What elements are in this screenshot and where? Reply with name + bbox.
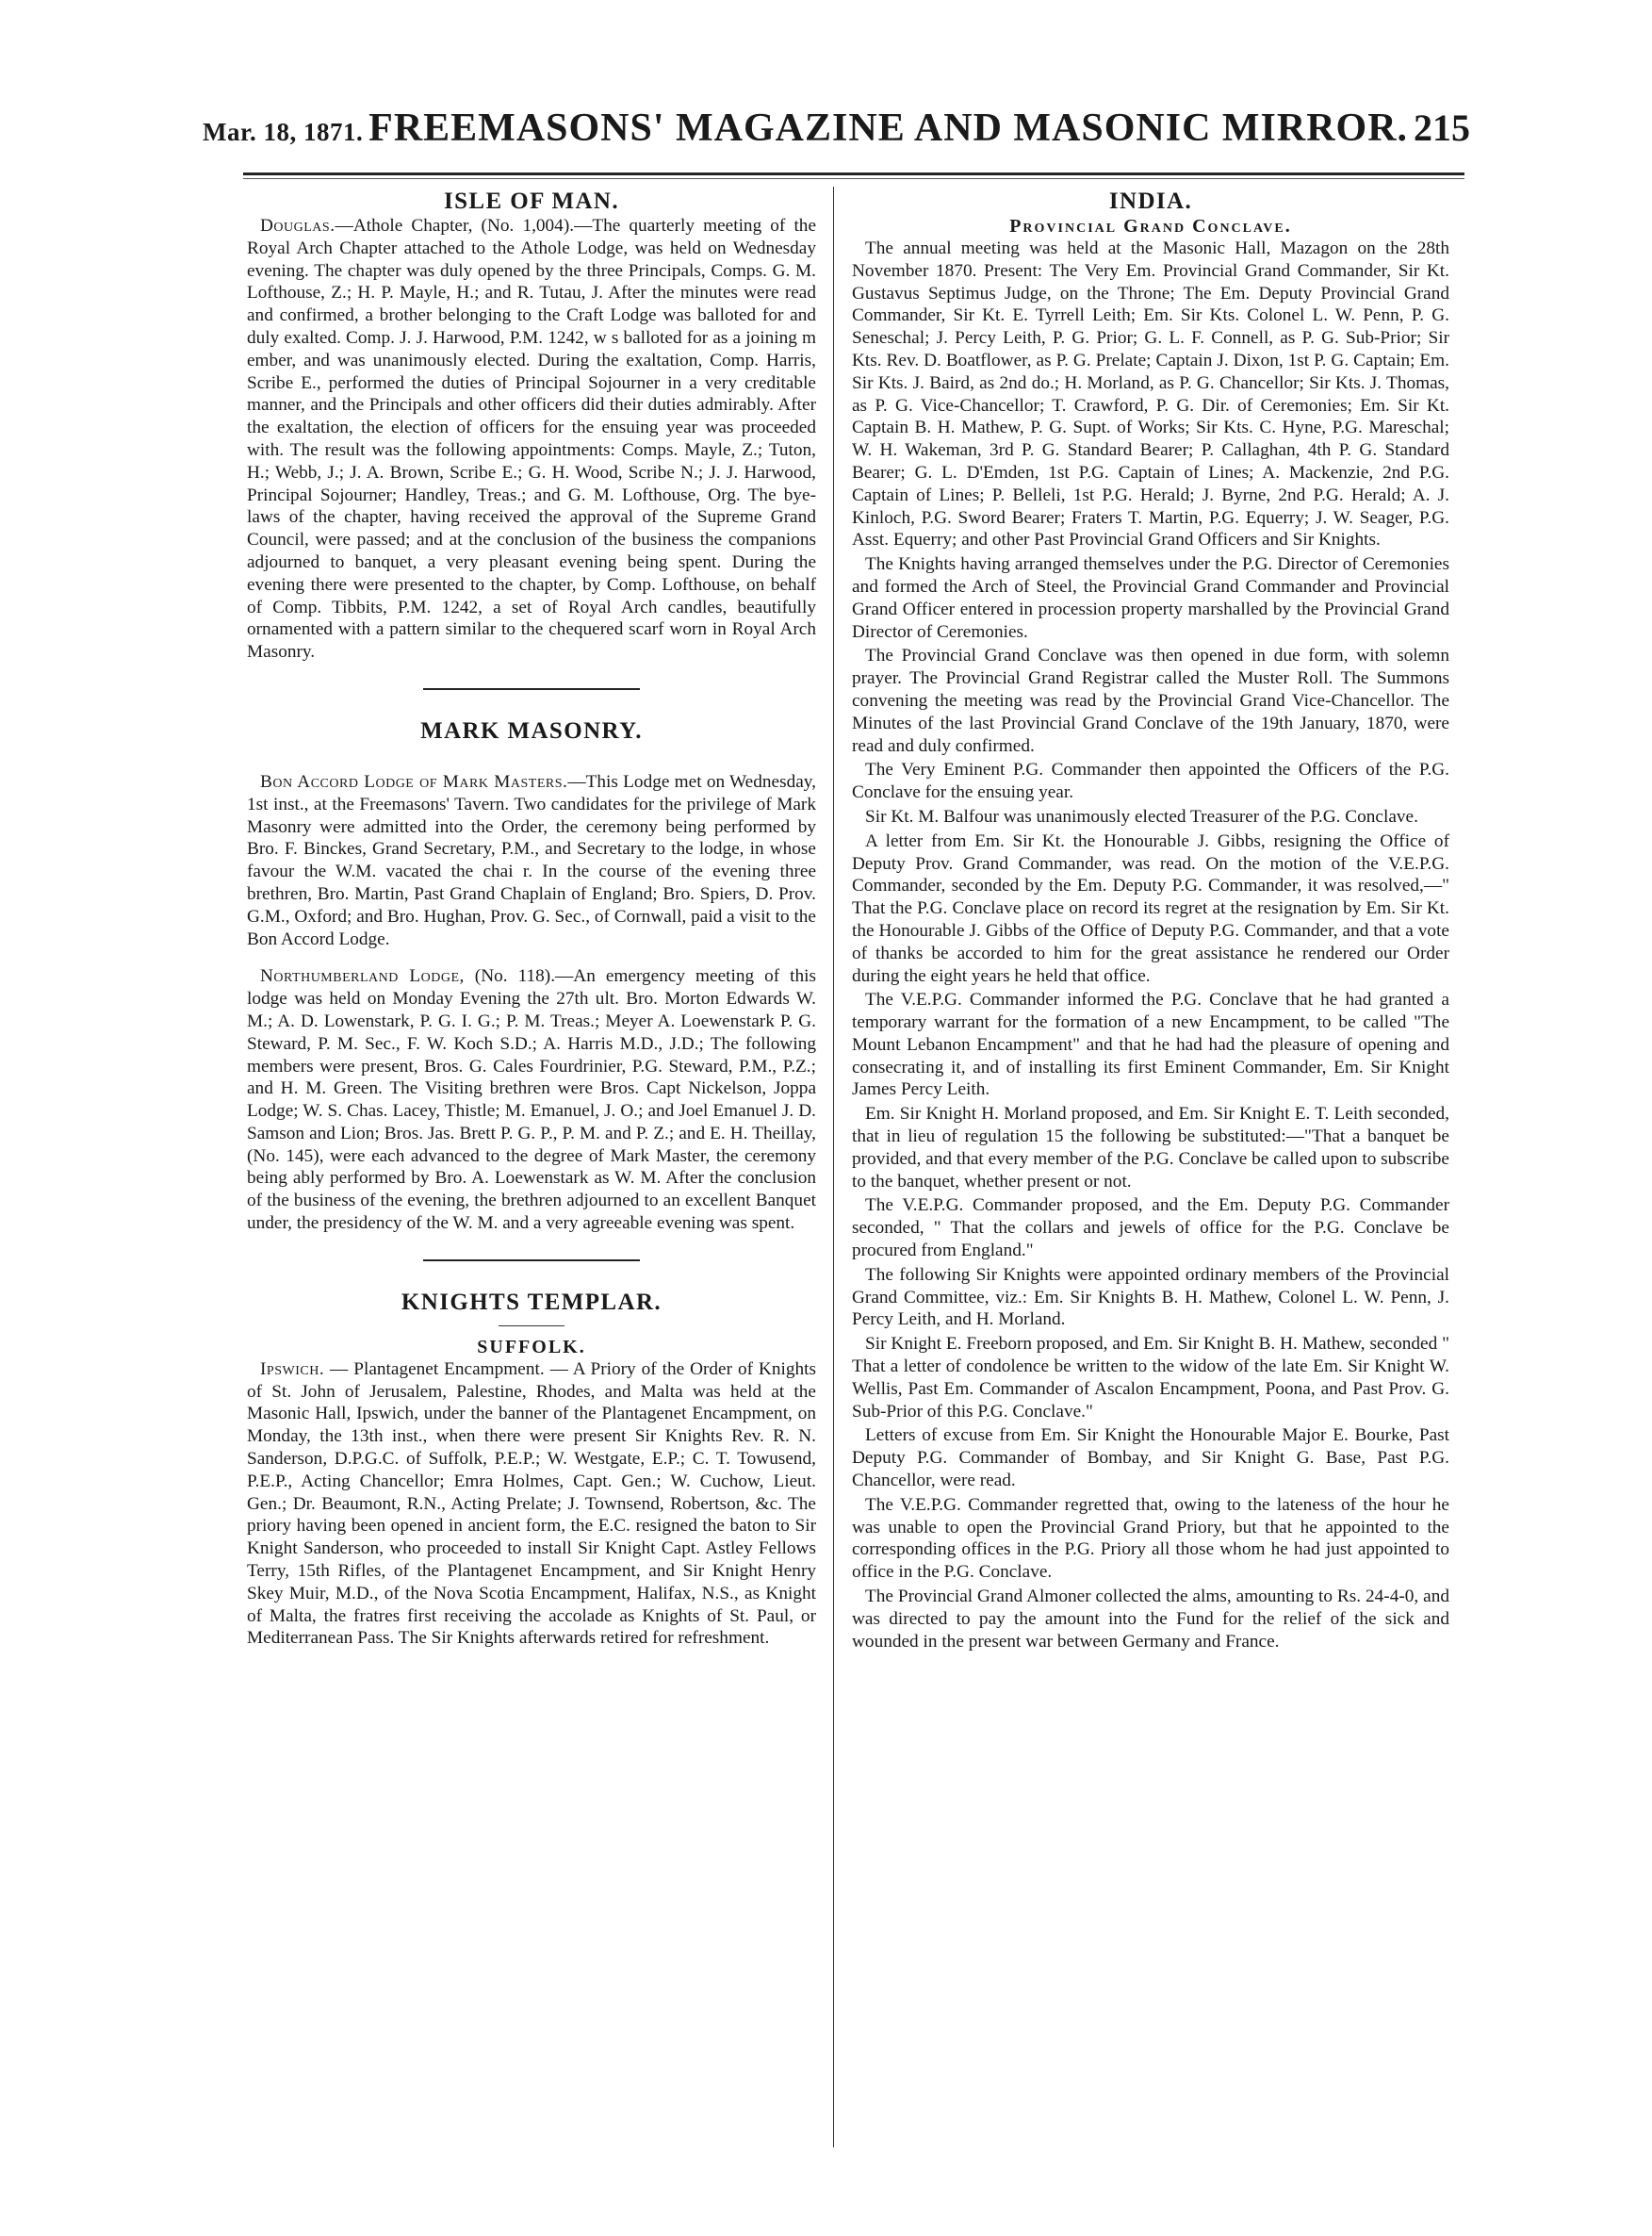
publication-title: FREEMASONS' MAGAZINE AND MASONIC MIRROR. bbox=[368, 107, 1409, 150]
section-rule bbox=[423, 1259, 640, 1261]
article-lead: Bon Accord Lodge of Mark Masters. bbox=[260, 771, 568, 792]
issue-date: Mar. 18, 1871. bbox=[203, 118, 364, 146]
article-paragraph: Sir Kt. M. Balfour was unanimously elected Treasurer of the P.G. Conclave. bbox=[865, 806, 1418, 827]
section-heading: KNIGHTS TEMPLAR. bbox=[401, 1289, 662, 1315]
section-heading: ISLE OF MAN. bbox=[443, 189, 620, 214]
article-body: —Athole Chapter, (No. 1,004).—The quarterly meeting of the Royal Arch Chapter attached to the Athole Lodge, was held on Wednesday evening. The chapter was duly opened by the three Principals, Comps. G. M. Lofthouse, Z.; H. P. Mayle, H.; and R. Tutau, J. After the minutes were read and confirmed, a brother belonging to the Craft Lodge was balloted for and duly exalted. Comp. J. J. Harwood, P.M. 1242, w s balloted for as a joining m ember, and was unanimously elected. During the exaltation, Comp. Harris, Scribe E., performed the duties of Principal Sojourner in a very creditable manner, and the Principals and other officers did their duties admirably. After the exaltation, the election of officers for the ensuing year was proceeded with. The result was the following appointments: Comps. Mayle, Z.; Tuton, H.; Webb, J.; J. A. Brown, Scribe E.; G. H. Wood, Scribe N.; J. J. Harwood, Principal Sojourner; Handley, Treas.; and G. M. Lofthouse, Org. The bye-laws of the chapter, having received the approval of the Supreme Grand Council, were passed; and at the conclusion of the business the companions adjourned to banquet, a very pleasant evening being spent. During the evening there were presented to the chapter, by Comp. Lofthouse, on behalf of Comp. Tibbits, P.M. 1242, a set of Royal Arch candles, beautifully ornamented with a pattern similar to the chequered scarf worn in Royal Arch Masonry. bbox=[247, 216, 816, 663]
article-paragraph: The V.E.P.G. Commander regretted that, owing to the lateness of the hour he was unable to open the Provincial Grand Priory, but that he appointed to the corresponding offices in the P.G. Priory all those whom he had just appointed to office in the P.G. Conclave. bbox=[852, 1494, 1449, 1583]
article-paragraph: The V.E.P.G. Commander proposed, and the Em. Deputy P.G. Commander seconded, " That the collars and jewels of office for the P.G. Conclave be procured from England." bbox=[852, 1195, 1449, 1261]
section-rule bbox=[423, 688, 640, 690]
spacer bbox=[247, 950, 816, 965]
right-column bbox=[852, 189, 1449, 1652]
column-divider bbox=[833, 187, 834, 2147]
article-body: (No. 118).—An emergency meeting of this lodge was held on Monday Evening the 27th ult. Bro. Morton Edwards W. M.; A. D. Lowenstark, P. G. I. G.; P. M. Treas.; Meyer A. Loewenstark P. G. Steward, P. M. Sec., F. W. Koch S.D.; A. Harris M.D., J.D.; The following members were present, Bros. G. Cales Fourdrinier, P.G. Steward, P.M., P.Z.; and H. M. Green. The Visiting brethren were Bros. Capt Nickelson, Joppa Lodge; W. S. Chas. Lacey, Thistle; M. Emanuel, J. O.; and Joel Emanuel J. D. Samson and Lion; Bros. Jas. Brett P. G. P., P. M. and P. Z.; and E. H. Theillay, (No. 145), were each advanced to the degree of Mark Master, the ceremony being ably performed by Bro. A. Loewenstark as W. M. After the conclusion of the business of the evening, the brethren adjourned to an excellent Banquet under, the presidency of the W. M. and a very agreeable evening was spent. bbox=[247, 966, 816, 1234]
masthead bbox=[203, 106, 1470, 162]
article-paragraph bbox=[247, 215, 816, 664]
article-paragraph: The Provincial Grand Almoner collected the alms, amounting to Rs. 24-4-0, and was directed to pay the amount into the Fund for the relief of the sick and wounded in the present war between Germany and France. bbox=[852, 1587, 1449, 1652]
subsection-rule bbox=[499, 1325, 564, 1326]
article-paragraph: The V.E.P.G. Commander informed the P.G. Conclave that he had granted a temporary warrant for the formation of a new Encampment, to be called "The Mount Lebanon Encampment" and that he had had the pleasure of opening and consecrating it, and of installing its first Eminent Commander, Em. Sir Knight James Percy Leith. bbox=[852, 990, 1449, 1100]
section-knights-templar bbox=[247, 1290, 816, 1650]
article-paragraph: Em. Sir Knight H. Morland proposed, and Em. Sir Knight E. T. Leith seconded, that in lieu of regulation 15 the following be substituted:—"That a banquet be provided, and that every member of the P.G. Conclave be called upon to subscribe to the banquet, whether present or not. bbox=[852, 1104, 1449, 1192]
section-heading: MARK MASONRY. bbox=[420, 717, 643, 744]
article-paragraph: The Very Eminent P.G. Commander then appointed the Officers of the P.G. Conclave for the ensuing year. bbox=[852, 760, 1449, 803]
spacer bbox=[247, 745, 816, 771]
article-paragraph bbox=[247, 965, 816, 1235]
header-rule bbox=[243, 173, 1464, 175]
section-heading: INDIA. bbox=[1108, 189, 1193, 214]
article-body: —This Lodge met on Wednesday, 1st inst., at the Freemasons' Tavern. Two candidates for the privilege of Mark Masonry were admitted into the Order, the ceremony being performed by Bro. F. Binckes, Grand Secretary, P.M., and Secretary to the lodge, in whose favour the W.M. vacated the chai r. In the course of the evening three brethren, Bro. Martin, Past Grand Chaplain of England; Bro. Spiers, D. Prov. G.M., Oxford; and Bro. Hughan, Prov. G. Sec., of Cornwall, paid a visit to the Bon Accord Lodge. bbox=[247, 771, 816, 949]
article-lead: Northumberland Lodge, bbox=[260, 966, 465, 987]
section-india bbox=[852, 189, 1449, 1652]
page-number: 215 bbox=[1413, 107, 1470, 149]
article-paragraph: Sir Knight E. Freeborn proposed, and Em. Sir Knight B. H. Mathew, seconded " That a letter of condolence be written to the widow of the late Em. Sir Knight W. Wellis, Past Em. Commander of Ascalon Encampment, Poona, and Past Prov. G. Sub-Prior of this P.G. Conclave." bbox=[852, 1334, 1449, 1422]
article-paragraph: A letter from Em. Sir Kt. the Honourable J. Gibbs, resigning the Office of Deputy Prov. Grand Commander, was read. On the motion of the V.E.P.G. Commander, seconded by the Em. Deputy P.G. Commander, it was resolved,—" That the P.G. Conclave place on record its regret at the resignation by Em. Sir Kt. the Honourable J. Gibbs of the Office of Deputy P.G. Commander, and that a vote of thanks be accorded to him for the great assistance he rendered our Order during the eight years he held that office. bbox=[852, 830, 1449, 986]
header-rule-thin bbox=[243, 178, 1464, 179]
article-paragraph: The annual meeting was held at the Masonic Hall, Mazagon on the 28th November 1870. Present: The Very Em. Provincial Grand Commander, Sir Kt. Gustavus Septimus Judge, on the Throne; The Em. Deputy Provincial Grand Commander, Sir Kt. E. Tyrrell Leith; Em. Sir Kts. Colonel L. W. Penn, P. G. Seneschal; J. Percy Leith, P. G. Prior; G. L. F. Connell, as P. G. Sub-Prior; Sir Kts. Rev. D. Boatflower, as P. G. Prelate; Captain J. Dixon, 1st P. G. Captain; Em. Sir Kts. J. Baird, as 2nd do.; H. Morland, as P. G. Chancellor; Sir Kts. J. Thomas, as P. G. Vice-Chancellor; T. Crawford, P. G. Dir. of Ceremonies; Em. Sir Kt. Captain B. H. Mathew, P. G. Supt. of Works; Sir Kts. C. Hyne, P.G. Mareschal; W. H. Wakeman, 3rd P. G. Standard Bearer; P. Callaghan, 4th P. G. Standard Bearer; G. L. D'Emden, 1st P.G. Captain of Lines; A. Mackenzie, 2nd P.G. Captain of Lines; P. Belleli, 1st P.G. Herald; J. Byrne, 2nd P.G. Herald; A. J. Kinloch, P.G. Sword Bearer; Fraters T. Martin, P.G. Equerry; J. W. Seager, P.G. Asst. Equerry; and other Past Provincial Grand Officers and Sir Knights. bbox=[852, 238, 1449, 551]
article-paragraph: The Knights having arranged themselves under the P.G. Director of Ceremonies and formed the Arch of Steel, the Provincial Grand Commander and Provincial Grand Officer entered in procession property marshalled by the Provincial Grand Director of Ceremonies. bbox=[852, 554, 1449, 642]
article-paragraph bbox=[247, 1358, 816, 1650]
section-mark-masonry bbox=[247, 718, 816, 1235]
article-paragraph bbox=[247, 771, 816, 950]
left-column bbox=[247, 189, 816, 1650]
article-paragraph: The Provincial Grand Conclave was then opened in due form, with solemn prayer. The Provincial Grand Registrar called the Muster Roll. The Summons convening the meeting was read by the Provincial Grand Vice-Chancellor. The Minutes of the last Provincial Grand Conclave of the 19th January, 1870, were read and duly confirmed. bbox=[852, 646, 1449, 756]
subsection-heading: Provincial Grand Conclave. bbox=[1009, 216, 1292, 237]
article-lead: Ipswich. bbox=[260, 1358, 325, 1379]
article-paragraph: Letters of excuse from Em. Sir Knight the Honourable Major E. Bourke, Past Deputy P.G. Commander of Bombay, and Sir Knight G. Base, Past P.G. Chancellor, were read. bbox=[852, 1425, 1449, 1491]
section-isle-of-man bbox=[247, 189, 816, 664]
subsection-heading: SUFFOLK. bbox=[477, 1336, 586, 1357]
article-lead: Douglas. bbox=[260, 216, 335, 236]
article-body: — Plantagenet Encampment. — A Priory of the Order of Knights of St. John of Jerusalem, Palestine, Rhodes, and Malta was held at the Masonic Hall, Ipswich, under the banner of the Plantagenet Encampment, on Monday, the 13th inst., when there were present Sir Knights Rev. R. N. Sanderson, D.P.G.C. of Suffolk, P.E.P.; W. Westgate, E.P.; C. T. Towusend, P.E.P., Acting Chancellor; Emra Holmes, Capt. Gen.; W. Cuchow, Lieut. Gen.; Dr. Beaumont, R.N., Acting Prelate; J. Townsend, Robertson, &c. The priory having been opened in ancient form, the E.C. resigned the baton to Sir Knight Sanderson, who proceeded to install Sir Knight Capt. Astley Fellows Terry, 15th Rifles, of the Plantagenet Encampment, and Sir Knight Henry Skey Muir, M.D., of the Nova Scotia Encampment, Halifax, N.S., as Knight of Malta, the fratres first receiving the accolade as Knights of St. Paul, or Mediterranean Pass. The Sir Knights afterwards retired for refreshment. bbox=[247, 1358, 816, 1649]
article-paragraph: The following Sir Knights were appointed ordinary members of the Provincial Grand Committee, viz.: Em. Sir Knights B. H. Mathew, Colonel L. W. Penn, J. Percy Leith, and H. Morland. bbox=[852, 1264, 1449, 1330]
